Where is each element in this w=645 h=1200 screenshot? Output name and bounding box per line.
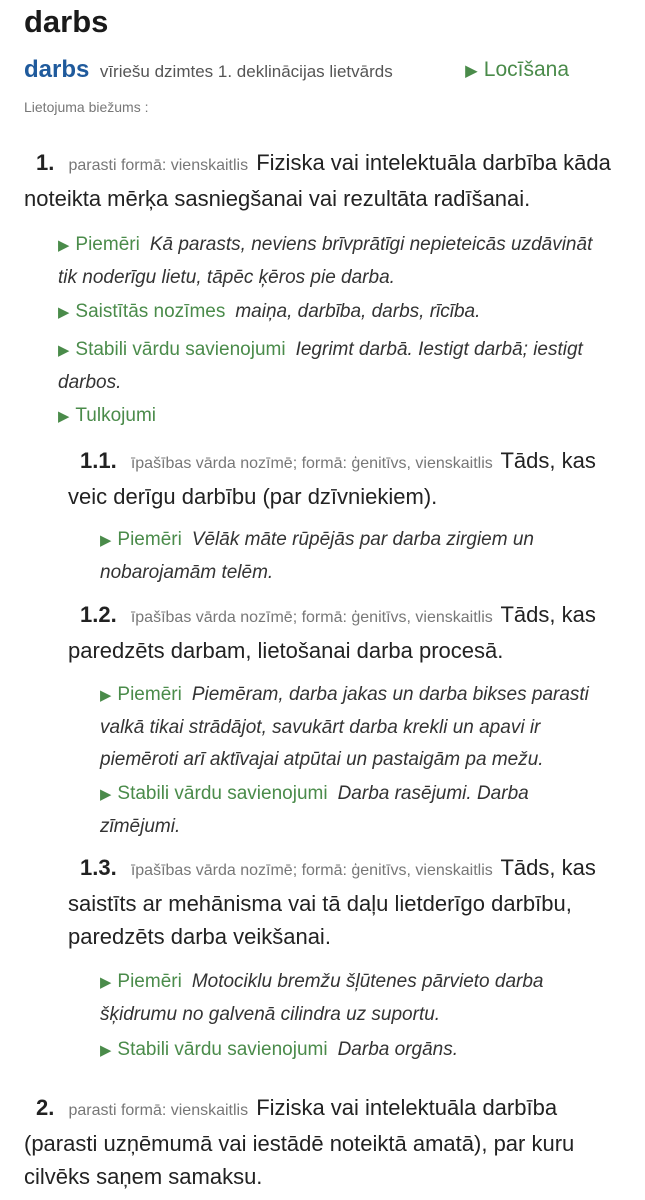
section-text: Kā parasts, neviens brīvprātīgi nepieteicās uzdāvināt tik noderīgu lietu, tāpēc ķēros pie darba.: [58, 234, 593, 288]
frequency-label: Lietojuma biežums :: [24, 99, 149, 115]
sense-definition: Tāds, kas veic derīgu darbību (par dzīvniekiem).: [68, 448, 596, 509]
subsense-1-3: [68, 851, 628, 953]
page-title: darbs: [24, 4, 109, 39]
part-of-speech: vīriešu dzimtes 1. deklinācijas lietvārds: [99, 62, 393, 81]
expand-triangle-icon: ▶: [100, 533, 112, 549]
subsense-1-2: [68, 598, 628, 667]
expand-triangle-icon: ▶: [58, 238, 70, 254]
sense-definition: Tāds, kas paredzēts darbam, lietošanai darba procesā.: [68, 602, 596, 663]
sense-number: 1.3.: [80, 855, 117, 880]
sense-grammar: īpašības vārda nozīmē; formā: ģenitīvs, vienskaitlis: [130, 455, 493, 472]
section-text: Vēlāk māte rūpējās par darba zirgiem un nobarojamām telēm.: [100, 529, 534, 583]
section-label: Tulkojumi: [75, 405, 156, 426]
expand-triangle-icon: ▶: [58, 305, 70, 321]
section-label: Piemēri: [117, 971, 182, 992]
sense-number: 1.2.: [80, 602, 117, 627]
section-text: Motociklu bremžu šļūtenes pārvieto darba šķidrumu no galvenā cilindra uz suportu.: [100, 971, 544, 1025]
sense-1: [24, 146, 624, 215]
section-label: Stabili vārdu savienojumi: [117, 783, 328, 804]
section-collocations[interactable]: [100, 778, 580, 843]
section-examples[interactable]: [58, 229, 598, 294]
section-collocations[interactable]: [100, 1034, 600, 1067]
sense-grammar: parasti formā: vienskaitlis: [68, 1102, 249, 1119]
section-examples[interactable]: [100, 966, 600, 1031]
inflection-link[interactable]: [465, 52, 569, 89]
expand-triangle-icon: ▶: [100, 688, 112, 704]
play-triangle-icon: ▶: [465, 62, 478, 80]
subsense-1-1: [68, 444, 628, 513]
section-label: Piemēri: [117, 529, 182, 550]
section-text: Darba orgāns.: [337, 1039, 458, 1060]
section-label: Piemēri: [75, 234, 140, 255]
sense-number: 1.: [36, 150, 55, 175]
section-label: Stabili vārdu savienojumi: [75, 339, 286, 360]
section-label: Piemēri: [117, 684, 182, 705]
section-text: maiņa, darbība, darbs, rīcība.: [235, 301, 481, 322]
expand-triangle-icon: ▶: [100, 975, 112, 991]
sense-definition: Fiziska vai intelektuāla darbība kāda noteikta mērķa sasniegšanai vai rezultāta radīšanai.: [24, 150, 611, 211]
sense-grammar: parasti formā: vienskaitlis: [68, 157, 249, 174]
expand-triangle-icon: ▶: [58, 343, 70, 359]
headword: darbs: [24, 56, 90, 83]
sense-2: [24, 1091, 624, 1193]
section-text: Iegrimt darbā. Iestigt darbā; iestigt darbos.: [58, 339, 583, 393]
sense-grammar: īpašības vārda nozīmē; formā: ģenitīvs, vienskaitlis: [130, 862, 493, 879]
section-text: Piemēram, darba jakas un darba bikses parasti valkā tikai strādājot, savukārt darba krekli un apavi ir piemēroti arī aktīvajai atpūtai un pastaigām pa mežu.: [100, 684, 589, 770]
sense-grammar: īpašības vārda nozīmē; formā: ģenitīvs, vienskaitlis: [130, 609, 493, 626]
inflection-link-label: Locīšana: [483, 58, 569, 81]
expand-triangle-icon: ▶: [100, 787, 112, 803]
sense-number: 1.1.: [80, 448, 117, 473]
expand-triangle-icon: ▶: [58, 409, 70, 425]
entry-headline: [24, 52, 624, 88]
section-examples[interactable]: [100, 679, 620, 776]
section-related-senses[interactable]: [58, 296, 618, 329]
sense-number: 2.: [36, 1095, 55, 1120]
section-text: Darba rasējumi. Darba zīmējumi.: [100, 783, 529, 837]
section-label: Saistītās nozīmes: [75, 301, 226, 322]
sense-definition: Tāds, kas saistīts ar mehānisma vai tā daļu lietderīgo darbību, paredzēts darba veikšanai.: [68, 855, 596, 949]
section-examples[interactable]: [100, 524, 600, 589]
section-translations[interactable]: [58, 400, 598, 433]
sense-definition: Fiziska vai intelektuāla darbība (parasti uzņēmumā vai iestādē noteiktā amatā), par kuru cilvēks saņem samaksu.: [24, 1095, 575, 1189]
section-label: Stabili vārdu savienojumi: [117, 1039, 328, 1060]
section-collocations[interactable]: [58, 334, 598, 399]
expand-triangle-icon: ▶: [100, 1043, 112, 1059]
